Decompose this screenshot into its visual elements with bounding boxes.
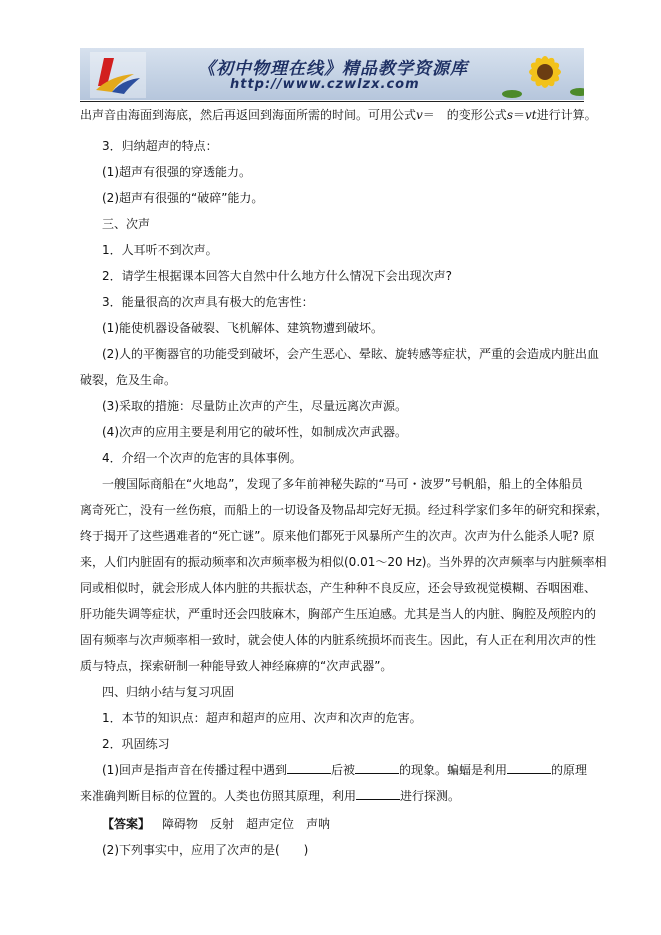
exercise-line: (1)回声是指声音在传播过程中遇到 后被 的现象。蝙蝠是利用 的原理 [102,763,588,777]
sunflower-icon [500,48,584,100]
answer-line: 【答案】 障碍物 反射 超声定位 声呐 [102,817,331,831]
text-line: 破裂，危及生命。 [80,373,177,387]
logo-icon [90,52,146,98]
answer-blank [355,762,399,774]
list-item: 1．本节的知识点：超声和超声的应用、次声和次声的危害。 [102,711,422,725]
header-url[interactable]: http://www.czwlzx.com [230,77,420,92]
answer-blank [507,762,551,774]
list-item: 2．巩固练习 [102,737,170,751]
exercise-line: 来准确判断目标的位置的。人类也仿照其原理，利用 进行探测。 [80,789,461,803]
list-item: (4)次声的应用主要是利用它的破坏性，如制成次声武器。 [102,425,408,439]
section-heading: 四、归纳小结与复习巩固 [102,685,235,699]
list-item: 4．介绍一个次声的危害的具体事例。 [102,451,302,465]
header-title: 《初中物理在线》精品教学资源库 [198,59,468,79]
list-item: 2．请学生根据课本回答大自然中什么地方什么情况下会出现次声? [102,269,453,283]
exercise-line: (2)下列事实中，应用了次声的是( ) [102,843,309,857]
header-banner [80,48,584,100]
answer-blank [356,788,400,800]
list-item: (2)超声有很强的“破碎”能力。 [102,191,264,205]
text-line: 同或相似时，就会形成人体内脏的共振状态，产生种种不良反应，还会导致视觉模糊、吞咽困难、 [80,581,597,595]
text-line: (2)人的平衡器官的功能受到破坏，会产生恶心、晕眩、旋转感等症状，严重的会造成内脏出血 [102,347,600,361]
text-line: 出声音由海面到海底，然后再返回到海面所需的时间。可用公式v＝ 的变形公式s＝vt进行计算。 [80,108,597,122]
text-line: 肝功能失调等症状，严重时还会四肢麻木，胸部产生压迫感。尤其是当人的内脏、胸腔及颅腔内的 [80,607,597,621]
list-item: 3．能量很高的次声具有极大的危害性： [102,295,314,309]
list-item: (1)能使机器设备破裂、飞机解体、建筑物遭到破坏。 [102,321,384,335]
list-item: (3)采取的措施：尽量防止次声的产生，尽量远离次声源。 [102,399,408,413]
section-heading: 三、次声 [102,217,151,231]
list-item: (1)超声有很强的穿透能力。 [102,165,251,179]
list-item: 1．人耳听不到次声。 [102,243,218,257]
text-line: 终于揭开了这些遇难者的“死亡谜”。原来他们都死于风暴所产生的次声。次声为什么能杀人呢? 原 [80,529,595,543]
header-rule [80,101,584,102]
text-line: 固有频率与次声频率相一致时，就会使人体的内脏系统损坏而丧生。因此，有人正在利用次声的性 [80,633,597,647]
answer-blank [287,762,331,774]
text-line: 质与特点，探索研制一种能导致人神经麻痹的“次声武器”。 [80,659,393,673]
text-line: 一艘国际商船在“火地岛”，发现了多年前神秘失踪的“马可・波罗”号帆船，船上的全体船员 [102,477,583,491]
text-line: 离奇死亡，没有一丝伤痕，而船上的一切设备及物品却完好无损。经过科学家们多年的研究和探索， [80,503,609,517]
text-line: 来，人们内脏固有的振动频率和次声频率极为相似(0.01～20 Hz)。当外界的次声频率与内脏频率相 [80,555,607,569]
list-item: 3．归纳超声的特点： [102,139,218,153]
answer-tag: 【答案】 [102,817,151,831]
